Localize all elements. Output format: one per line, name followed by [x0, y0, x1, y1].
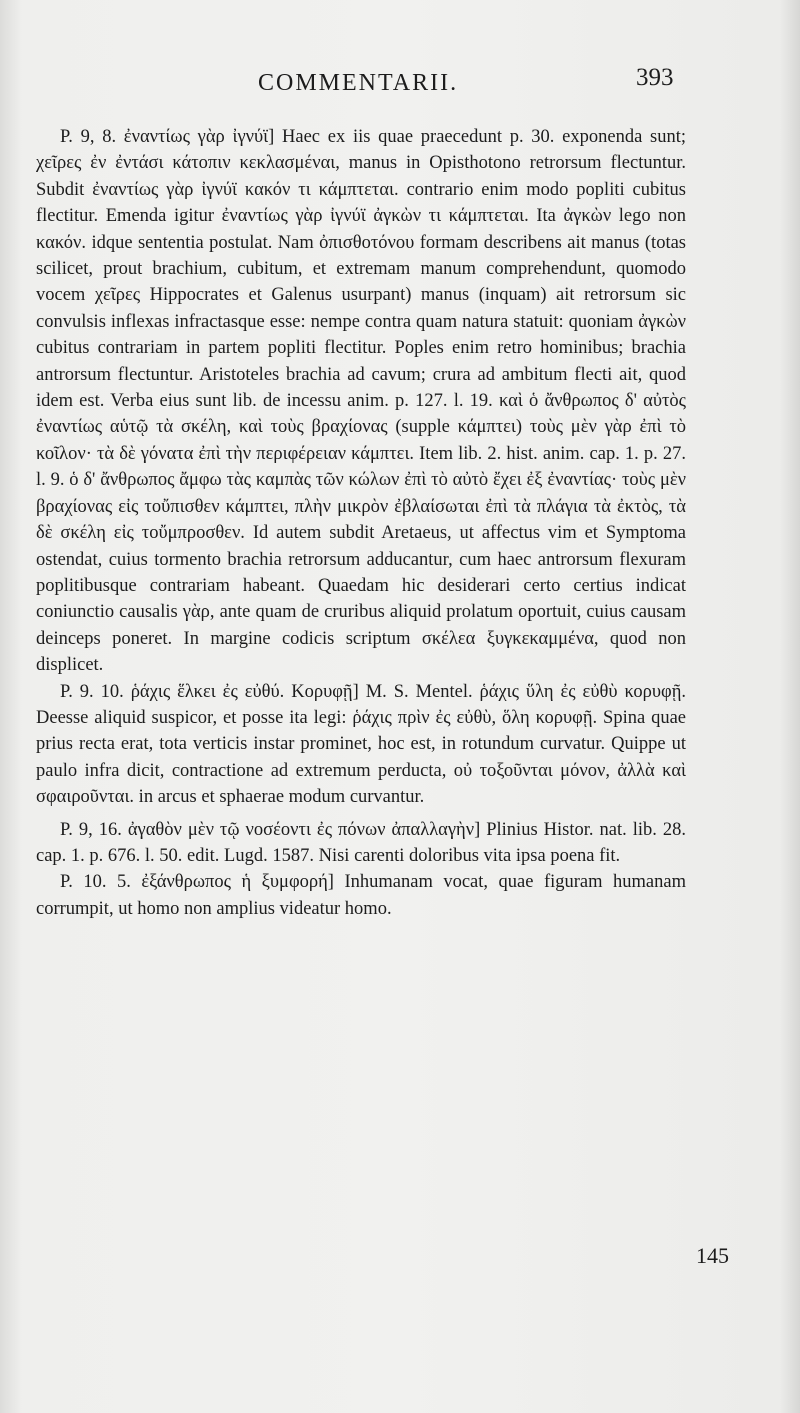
page-number: 393 [636, 64, 674, 91]
commentary-paragraph: P. 9. 10. ῥάχις ἕλκει ἐς εὐθύ. Κορυφῇ] M. S. Mentel. ῥάχις ὕλη ἐς εὐθὺ κορυφῇ. Deesse aliquid suspicor, et posse ita legi: ῥάχις πρὶν ἐς εὐθὺ, ὅλη κορυφῇ. Spina quae prius recta erat, tota verticis instar prominet, hoc est, in rotundum curvatur. Quippe ut paulo infra dicit, contractione ad extremum perducta, οὐ τοξοῦνται μόνον, ἀλλὰ καὶ σφαιροῦνται. in arcus et sphaerae modum curvantur. [36, 681, 686, 808]
running-title: COMMENTARII. [258, 70, 459, 96]
page-header [0, 64, 800, 104]
margin-line-number: 145 [696, 1243, 729, 1268]
commentary-paragraph: P. 9, 16. ἀγαθὸν μὲν τῷ νοσέοντι ἐς πόνων ἀπαλλαγὴν] Plinius Histor. nat. lib. 28. cap. 1. p. 676. l. 50. edit. Lugd. 1587. Nisi carenti doloribus vita ipsa poena fit. [36, 819, 686, 866]
commentary-paragraph: P. 10. 5. ἐξάνθρωπος ἡ ξυμφορή] Inhumanam vocat, quae figuram humanam corrumpit, ut homo non amplius videatur homo. [36, 872, 686, 919]
commentary-text [36, 124, 686, 922]
commentary-paragraph: P. 9, 8. ἐναντίως γὰρ ἰγνύϊ] Haec ex iis quae praecedunt p. 30. exponenda sunt; χεῖρες ἐν ἐντάσι κάτοπιν κεκλασμέναι, manus in Opisthotono retrorsum flectuntur. Subdit ἐναντίως γὰρ ἰγνύϊ κακόν τι κάμπτεται. contrario enim modo popliti cubitus flectitur. Emenda igitur ἐναντίως γὰρ ἰγνύϊ ἀγκὼν τι κάμπτεται. Ita ἀγκὼν lego non κακόν. idque sententia postulat. Nam ὀπισθοτόνου formam describens ait manus (totas scilicet, prout brachium, cubitum, et extremam manum comprehendunt, quomodo vocem χεῖρες Hippocrates et Galenus usurpant) manus (inquam) ait retrorsum sic convulsis inflexas infractasque esse: nempe contra quam natura statuit: quoniam ἀγκὼν cubitus contrariam in partem popliti flectitur. Poples enim retro hominibus; brachia antrorsum flectuntur. Aristoteles brachia ad cavum; crura ad ambitum flecti ait, quod idem est. Verba eius sunt lib. de incessu anim. p. 127. l. 19. καὶ ὁ ἄνθρωπος δ' αὐτὸς ἐναντίως αὑτῷ τὰ σκέλη, καὶ τοὺς βραχίονας (supple κάμπτει) τοὺς μὲν γὰρ ἐπὶ τὸ κοῖλον· τὰ δὲ γόνατα ἐπὶ τὴν περιφέρειαν κάμπτει. Item lib. 2. hist. anim. cap. 1. p. 27. l. 9. ὁ δ' ἄνθρωπος ἄμφω τὰς καμπὰς τῶν κώλων ἐπὶ τὸ αὐτὸ ἔχει ἐξ ἐναντίας· τοὺς μὲν βραχίονας εἰς τοὔπισθεν κάμπτει, πλὴν μικρὸν ἐβλαίσωται ἐπὶ τὰ πλάγια τὰ ἐκτὸς, τὰ δὲ σκέλη εἰς τοὔμπροσθεν. Id autem subdit Aretaeus, ut affectus vim et Symptoma ostendat, cuius tormento brachia retrorsum adducantur, cum haec antrorsum flexuram poplitibusque contrariam habeant. Quaedam hic desiderari certo certius indicat coniunctio causalis γὰρ, ante quam de cruribus aliquid prolatum oportuit, cuius causam deinceps poneret. In margine codicis scriptum σκέλεα ξυγκεκαμμένα, quod non displicet. [36, 127, 686, 676]
